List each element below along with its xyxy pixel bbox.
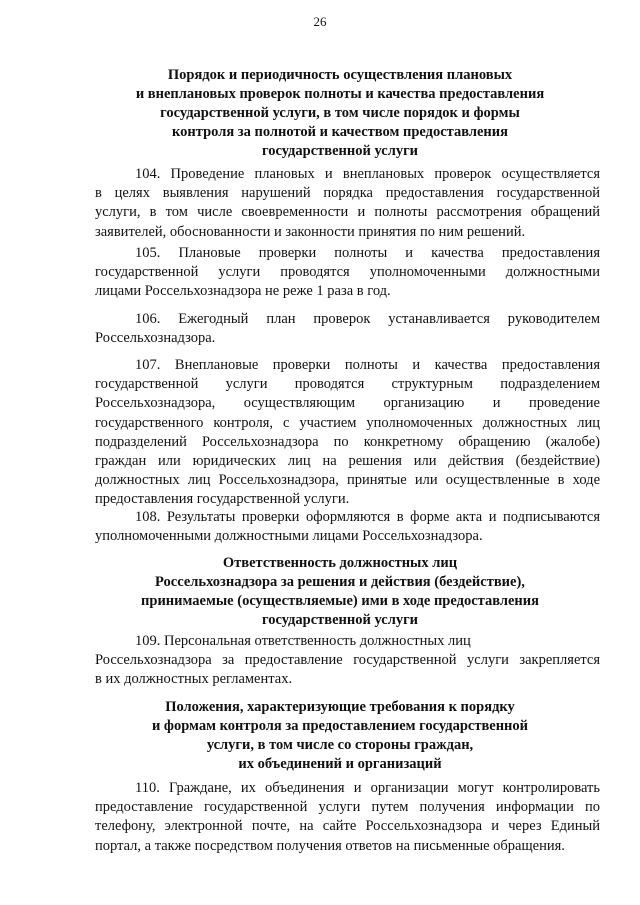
- heading-line: Ответственность должностных лиц: [222, 555, 458, 571]
- text-line: государственного контроля, с участием уполномоченных должностных лиц: [95, 414, 600, 431]
- text-line: [95, 632, 600, 651]
- text-line: лицами Россельхознадзора не реже 1 раза в год.: [95, 283, 391, 300]
- heading-line: Россельхознадзора за решения и действия (бездействие),: [155, 574, 525, 590]
- text-line: телефону, электронной почте, на сайте Россельхознадзора и через Единый: [95, 818, 600, 835]
- text-line: должностных лиц Россельхознадзора, принятые или осуществленные в ходе: [95, 472, 600, 489]
- text-line: 105. Плановые проверки полноты и качества предоставления: [135, 245, 600, 261]
- section-heading-inspections: [90, 66, 590, 161]
- section-heading-control-requirements: [90, 698, 590, 774]
- text-line: государственной услуги проводятся уполномоченными должностными: [95, 264, 600, 281]
- text-line: услуги, в том числе своевременности и полноты рассмотрения обращений: [95, 204, 600, 221]
- heading-line: государственной услуги: [261, 143, 419, 159]
- heading-line: и формам контроля за предоставлением государственной: [151, 718, 529, 734]
- paragraph-104: [95, 165, 600, 242]
- heading-line: и внеплановых проверок полноты и качества предоставления: [135, 86, 545, 102]
- heading-line: принимаемые (осуществляемые) ими в ходе предоставления: [141, 593, 539, 609]
- paragraph-107: [95, 356, 600, 510]
- text-line: 108. Результаты проверки оформляются в форме акта и подписываются: [135, 509, 600, 525]
- text-word: 109.: [135, 633, 161, 649]
- text-line: Россельхознадзора.: [95, 330, 216, 347]
- paragraph-105: [95, 244, 600, 302]
- heading-line: государственной услуги, в том числе порядок и формы: [160, 105, 520, 121]
- text-line: уполномоченными должностными лицами Россельхознадзора.: [95, 528, 483, 545]
- paragraph-110: [95, 779, 600, 856]
- text-line: предоставления государственной услуги.: [95, 491, 350, 508]
- text-line: государственной услуги проводятся структурным подразделением: [95, 376, 600, 393]
- text-line: Россельхознадзора за предоставление государственной услуги закрепляется: [95, 652, 600, 669]
- text-line: Россельхознадзора, осуществляющим организацию и проведение: [95, 395, 600, 412]
- heading-line: контроля за полнотой и качеством предоставления: [172, 124, 508, 140]
- text-line: 106. Ежегодный план проверок устанавливается руководителем: [135, 311, 600, 327]
- page-number: 26: [313, 14, 327, 29]
- text-line: 104. Проведение плановых и внеплановых проверок осуществляется: [135, 166, 600, 182]
- section-heading-responsibility: [90, 554, 590, 630]
- heading-line: услуги, в том числе со стороны граждан,: [206, 737, 474, 753]
- heading-line: государственной услуги: [261, 612, 419, 628]
- text-word: лиц: [447, 633, 471, 649]
- text-word: должностных: [359, 633, 445, 649]
- text-line: подразделений Россельхознадзора по конкретному обращению (жалобе): [95, 433, 600, 450]
- text-line: в их должностных регламентах.: [95, 671, 293, 688]
- text-line: граждан или юридических лиц на решения или действия (бездействие): [95, 453, 600, 470]
- heading-line: их объединений и организаций: [238, 756, 442, 772]
- text-line: 107. Внеплановые проверки полноты и качества предоставления: [135, 357, 600, 373]
- text-line: заявителей, обоснованности и законности принятия по ним решений.: [95, 223, 526, 240]
- paragraph-108: [95, 508, 600, 546]
- paragraph-109: [95, 632, 600, 690]
- text-line: портал, а также посредством получения ответов на письменные обращения.: [95, 837, 565, 854]
- heading-line: Положения, характеризующие требования к порядку: [165, 699, 515, 715]
- text-line: в целях выявления нарушений порядка предоставления государственной: [95, 185, 600, 202]
- paragraph-106: [95, 310, 600, 348]
- heading-line: Порядок и периодичность осуществления плановых: [167, 67, 513, 83]
- text-word: ответственность: [254, 633, 357, 649]
- text-line: 110. Граждане, их объединения и организации могут контролировать: [135, 780, 600, 796]
- text-word: Персональная: [164, 633, 251, 649]
- text-line: предоставление государственной услуги путем получения информации по: [95, 799, 600, 816]
